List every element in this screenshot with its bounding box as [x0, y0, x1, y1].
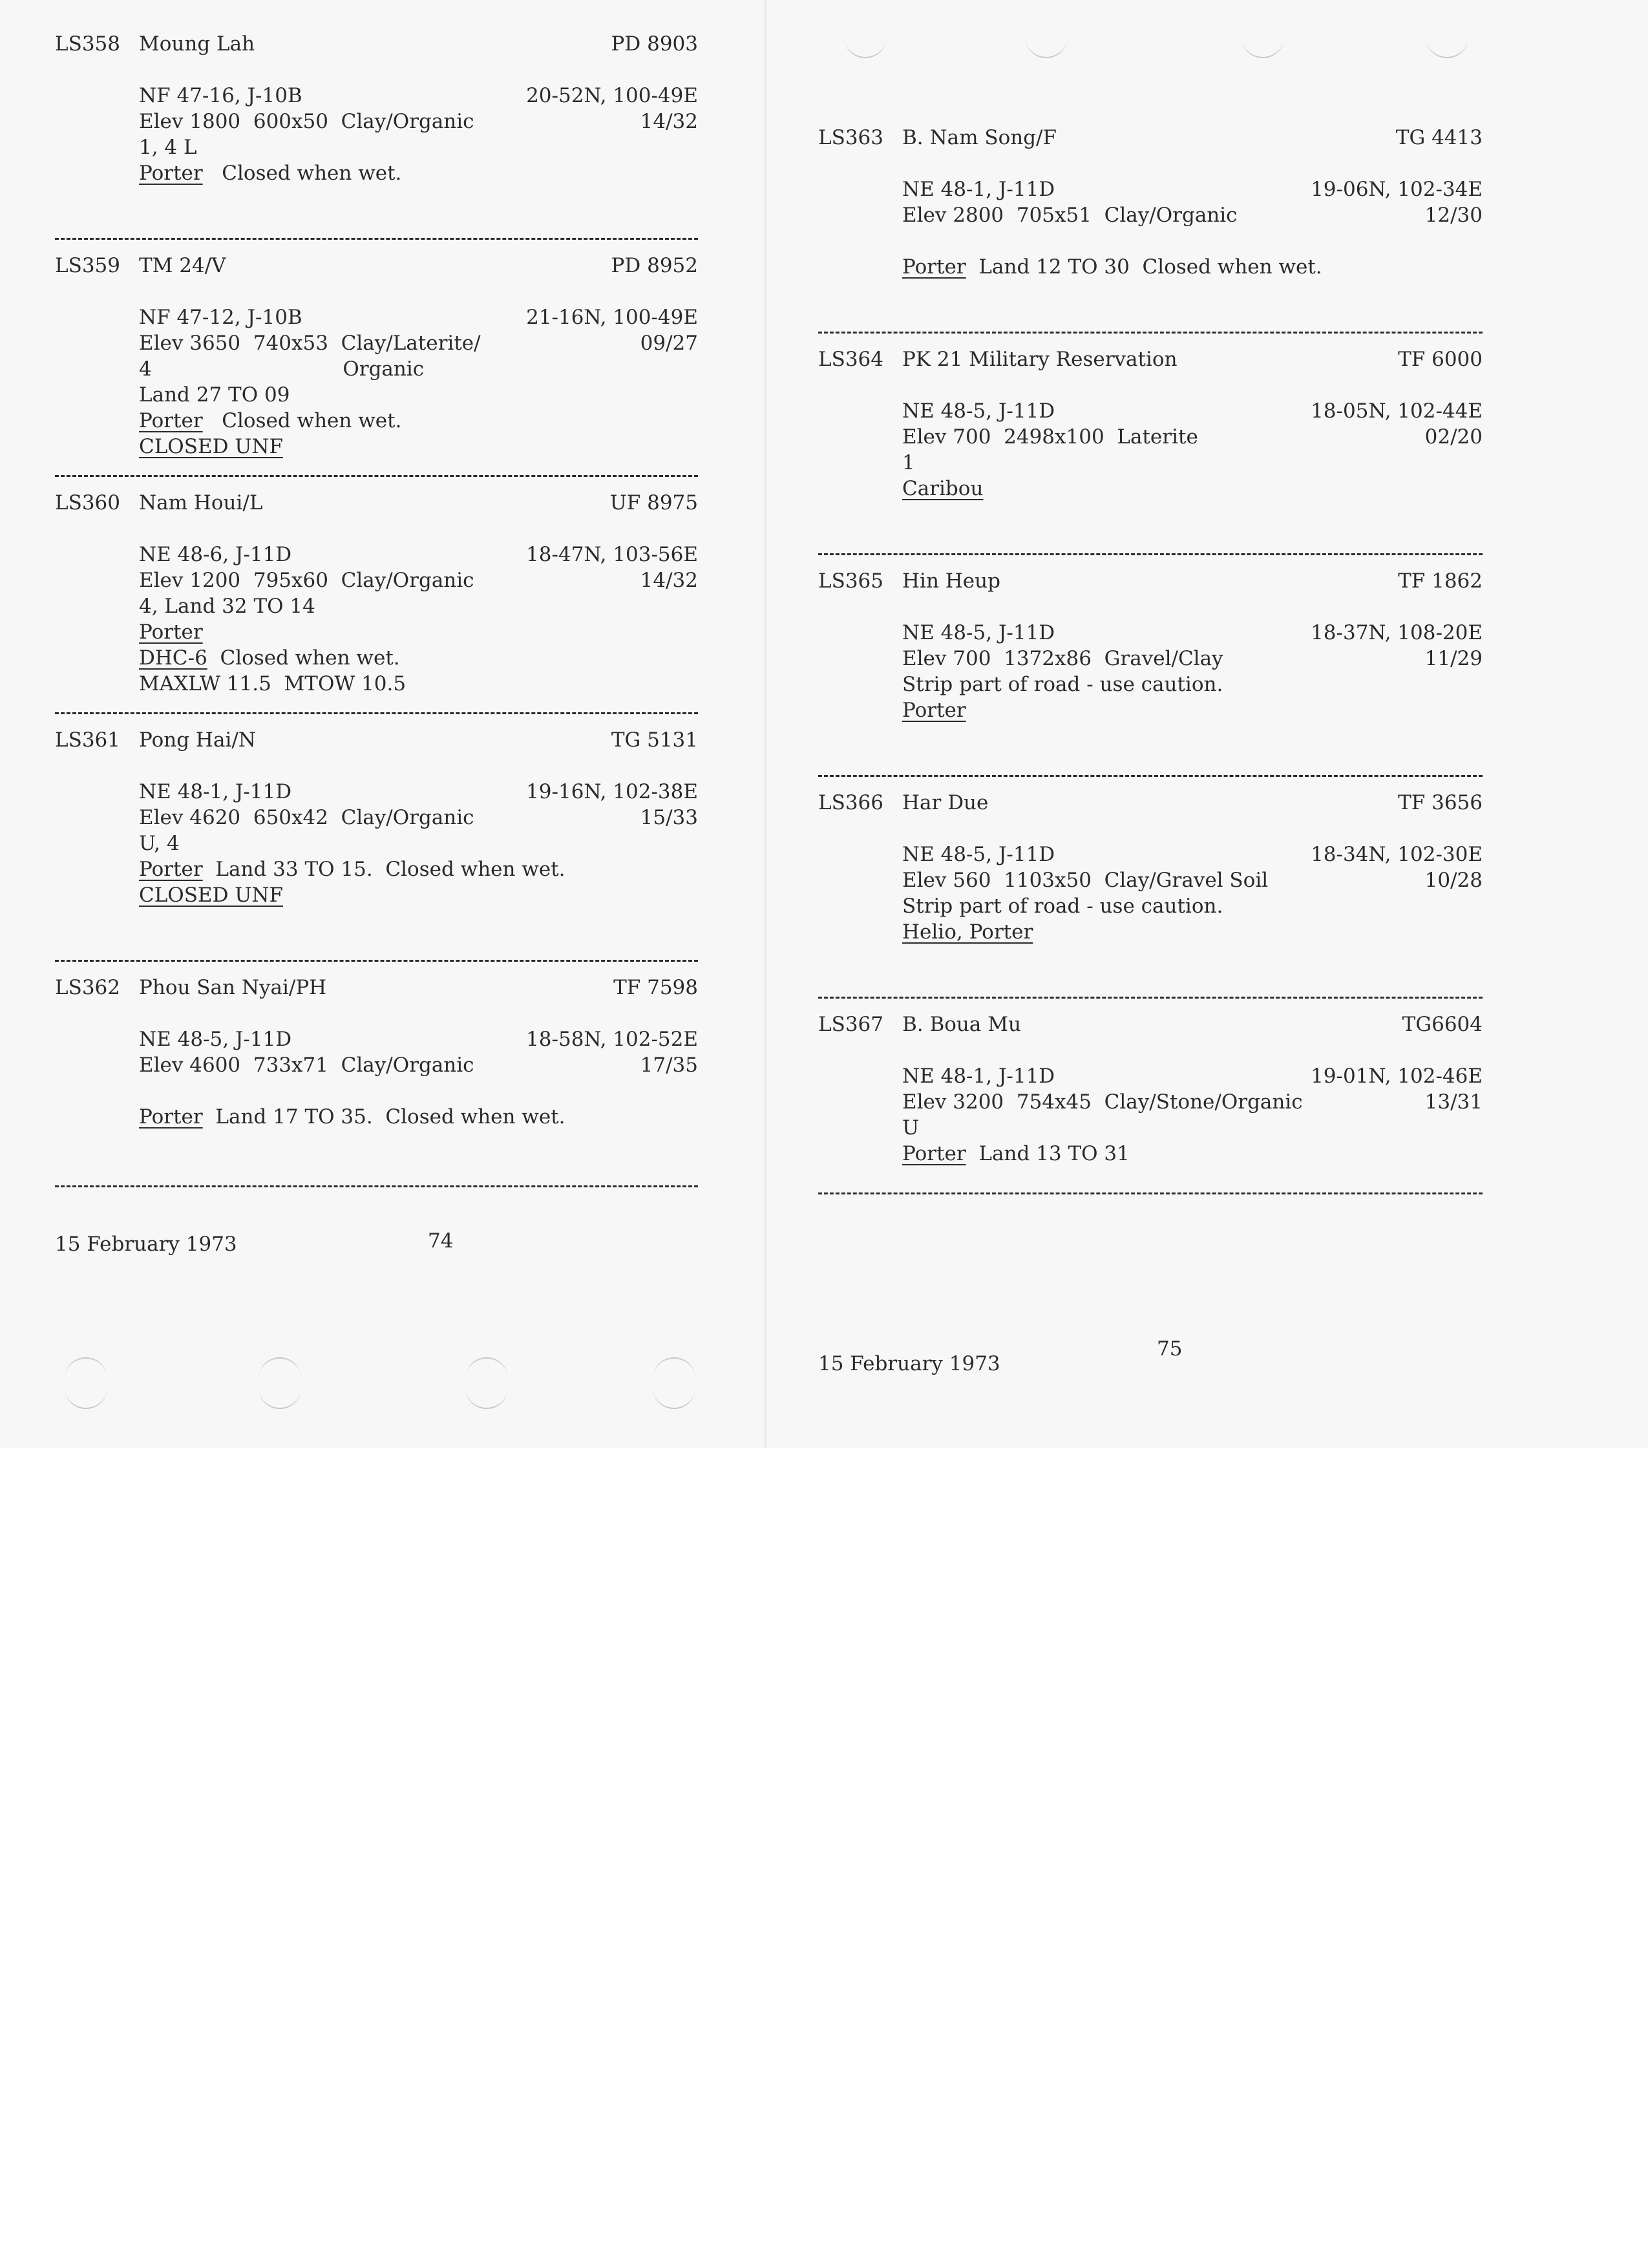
aircraft-type: Porter [902, 1142, 966, 1165]
right-entries [818, 125, 1483, 1194]
detail-line [902, 620, 1483, 646]
detail-line [139, 619, 698, 645]
detail-value: 18-05N, 102-44E [1311, 399, 1483, 423]
detail-line [139, 434, 698, 460]
detail-line [139, 134, 698, 160]
entry-details [818, 620, 1483, 723]
detail-value: 14/32 [640, 569, 698, 592]
aircraft-type: CLOSED UNF [139, 435, 284, 458]
entry-details [55, 1026, 698, 1130]
punch-hole [465, 1357, 508, 1383]
airstrip-entry [818, 568, 1483, 723]
grid-reference: TF 6000 [1398, 348, 1483, 371]
detail-text: Elev 2800 705x51 Clay/Organic [902, 204, 1238, 227]
strip-id: LS367 [818, 1013, 883, 1036]
detail-value: 20-52N, 100-49E [526, 84, 698, 107]
entry-header [818, 125, 1483, 151]
detail-line [902, 1089, 1483, 1115]
detail-note: Closed when wet. [207, 646, 400, 670]
strip-name: Har Due [902, 791, 989, 814]
detail-line [139, 356, 698, 382]
aircraft-type: Porter [139, 1105, 203, 1129]
aircraft-type: Porter [139, 858, 203, 881]
detail-value: 11/29 [1424, 647, 1483, 670]
detail-note: Closed when wet. [202, 409, 402, 432]
detail-text: Elev 700 1372x86 Gravel/Clay [902, 647, 1223, 670]
entry-details [55, 83, 698, 186]
strip-name: Moung Lah [139, 32, 255, 56]
aircraft-type: Caribou [902, 477, 984, 500]
spacer [818, 151, 1483, 176]
strip-name: Nam Houi/L [139, 491, 263, 514]
spacer [818, 816, 1483, 842]
aircraft-type: Helio, Porter [902, 920, 1033, 944]
right-footer-date: 15 February 1973 [818, 1352, 1000, 1375]
detail-value: 19-06N, 102-34E [1311, 178, 1483, 201]
airstrip-entry [55, 490, 698, 697]
airstrip-entry [55, 975, 698, 1130]
detail-text: Land 27 TO 09 [139, 383, 290, 407]
detail-line [902, 1115, 1483, 1141]
separator-line [55, 960, 698, 962]
detail-line [139, 330, 698, 356]
detail-text: 1 [902, 451, 915, 474]
entry-details [818, 176, 1483, 280]
detail-line [902, 398, 1483, 424]
separator-line [55, 712, 698, 714]
detail-text: Elev 1200 795x60 Clay/Organic [139, 569, 474, 592]
detail-text: MAXLW 11.5 MTOW 10.5 [139, 672, 407, 695]
detail-line [139, 542, 698, 567]
separator-line [818, 553, 1483, 555]
detail-text: NE 48-6, J-11D [139, 543, 292, 566]
aircraft-type: Porter [902, 255, 966, 279]
strip-id: LS360 [55, 491, 120, 514]
detail-line [139, 593, 698, 619]
entry-details [55, 304, 698, 460]
spacer [55, 1001, 698, 1026]
right-footer-page-number: 75 [1157, 1337, 1183, 1361]
spacer [818, 372, 1483, 398]
detail-note: Land 13 TO 31 [966, 1142, 1130, 1165]
detail-line [139, 645, 698, 671]
detail-text: Elev 3200 754x45 Clay/Stone/Organic [902, 1090, 1303, 1114]
strip-name: B. Nam Song/F [902, 126, 1057, 149]
detail-value: 18-37N, 108-20E [1311, 621, 1483, 644]
spacer [55, 516, 698, 542]
detail-line [902, 1063, 1483, 1089]
punch-hole [653, 1383, 695, 1409]
separator-line [55, 475, 698, 477]
airstrip-entry [55, 253, 698, 460]
entry-header [818, 790, 1483, 816]
grid-reference: TF 7598 [613, 976, 698, 999]
grid-reference: PD 8952 [611, 254, 698, 277]
detail-value: 17/35 [640, 1054, 698, 1077]
entry-header [55, 975, 698, 1001]
grid-reference: PD 8903 [611, 32, 698, 56]
detail-text: U, 4 [139, 832, 180, 855]
detail-text: NE 48-5, J-11D [902, 621, 1055, 644]
airstrip-entry [818, 346, 1483, 502]
detail-text: NE 48-1, J-11D [139, 780, 292, 803]
separator-line [55, 238, 698, 240]
detail-text: Strip part of road - use caution. [902, 895, 1223, 918]
detail-line [902, 867, 1483, 893]
detail-line [902, 1141, 1483, 1167]
aircraft-type: DHC-6 [139, 646, 207, 670]
detail-line [139, 83, 698, 109]
strip-id: LS363 [818, 126, 883, 149]
detail-text: NE 48-1, J-11D [902, 178, 1055, 201]
detail-line [902, 646, 1483, 672]
punch-hole [1241, 32, 1284, 58]
entry-details [818, 842, 1483, 945]
detail-text: NE 48-5, J-11D [139, 1028, 292, 1051]
detail-line [139, 1078, 698, 1104]
detail-line [139, 1026, 698, 1052]
strip-id: LS359 [55, 254, 120, 277]
strip-id: LS358 [55, 32, 120, 56]
detail-text: 4 Organic [139, 357, 425, 381]
detail-text: 1, 4 L [139, 136, 197, 159]
airstrip-entry [55, 31, 698, 186]
detail-line [902, 450, 1483, 476]
detail-note: Closed when wet. [202, 162, 402, 185]
detail-note: Land 12 TO 30 Closed when wet. [966, 255, 1322, 279]
entry-header [55, 31, 698, 57]
grid-reference: TG 4413 [1395, 126, 1483, 149]
detail-text: 4, Land 32 TO 14 [139, 595, 315, 618]
punch-hole [259, 1383, 301, 1409]
grid-reference: UF 8975 [609, 491, 698, 514]
punch-hole [259, 1357, 301, 1383]
separator-line [818, 775, 1483, 777]
detail-line [902, 893, 1483, 919]
left-entries [55, 31, 698, 1187]
punch-hole [65, 1383, 107, 1409]
detail-text: NF 47-16, J-10B [139, 84, 302, 107]
punch-hole [1426, 32, 1468, 58]
separator-line [55, 1185, 698, 1187]
aircraft-type: CLOSED UNF [139, 884, 284, 907]
detail-text: Elev 700 2498x100 Laterite [902, 425, 1198, 449]
detail-text: NE 48-1, J-11D [902, 1065, 1055, 1088]
separator-line [818, 997, 1483, 999]
detail-text: Elev 560 1103x50 Clay/Gravel Soil [902, 869, 1269, 892]
detail-line [902, 254, 1483, 280]
spacer [818, 594, 1483, 620]
detail-value: 09/27 [640, 332, 698, 355]
detail-value: 02/20 [1424, 425, 1483, 449]
detail-line [139, 856, 698, 882]
strip-name: Pong Hai/N [139, 728, 256, 752]
strip-name: Hin Heup [902, 569, 1000, 593]
entry-details [55, 542, 698, 697]
entry-details [55, 779, 698, 908]
left-footer-page-number: 74 [428, 1229, 454, 1253]
aircraft-type: Porter [139, 162, 203, 185]
detail-value: 21-16N, 100-49E [526, 306, 698, 329]
entry-details [818, 398, 1483, 502]
detail-line [902, 476, 1483, 502]
detail-line [139, 1104, 698, 1130]
spacer [55, 753, 698, 779]
punch-hole [65, 1357, 107, 1383]
detail-line [139, 671, 698, 697]
strip-name: Phou San Nyai/PH [139, 976, 327, 999]
detail-value: 18-58N, 102-52E [526, 1028, 698, 1051]
detail-text: Elev 3650 740x53 Clay/Laterite/ [139, 332, 481, 355]
detail-value: 12/30 [1424, 204, 1483, 227]
detail-note: Land 33 TO 15. Closed when wet. [202, 858, 565, 881]
detail-text: U [902, 1116, 920, 1139]
strip-id: LS365 [818, 569, 883, 593]
detail-value: 13/31 [1424, 1090, 1483, 1114]
detail-line [139, 160, 698, 186]
grid-reference: TF 1862 [1398, 569, 1483, 593]
airstrip-entry [55, 727, 698, 908]
entry-header [55, 727, 698, 753]
detail-note: Land 17 TO 35. Closed when wet. [202, 1105, 565, 1129]
detail-value: 14/32 [640, 110, 698, 133]
detail-line [902, 842, 1483, 867]
spacer [818, 1037, 1483, 1063]
airstrip-entry [818, 125, 1483, 280]
punch-hole [653, 1357, 695, 1383]
strip-id: LS366 [818, 791, 883, 814]
detail-line [139, 831, 698, 856]
strip-name: B. Boua Mu [902, 1013, 1021, 1036]
airstrip-entry [818, 1012, 1483, 1167]
detail-line [139, 408, 698, 434]
entry-header [55, 490, 698, 516]
detail-line [902, 176, 1483, 202]
strip-id: LS361 [55, 728, 120, 752]
detail-text: NF 47-12, J-10B [139, 306, 302, 329]
detail-line [139, 567, 698, 593]
detail-line [139, 109, 698, 134]
left-footer-date: 15 February 1973 [55, 1233, 237, 1256]
aircraft-type: Porter [139, 409, 203, 432]
detail-line [139, 805, 698, 831]
entry-header [55, 253, 698, 279]
punch-hole [1025, 32, 1068, 58]
detail-value: 15/33 [640, 806, 698, 829]
grid-reference: TF 3656 [1398, 791, 1483, 814]
detail-value: 18-34N, 102-30E [1311, 843, 1483, 866]
strip-id: LS364 [818, 348, 883, 371]
spacer [55, 57, 698, 83]
detail-line [902, 672, 1483, 697]
separator-line [818, 332, 1483, 334]
entry-header [818, 1012, 1483, 1037]
detail-text: NE 48-5, J-11D [902, 843, 1055, 866]
detail-value: 19-01N, 102-46E [1311, 1065, 1483, 1088]
detail-line [902, 919, 1483, 945]
grid-reference: TG 5131 [611, 728, 698, 752]
strip-id: LS362 [55, 976, 120, 999]
punch-hole [844, 32, 887, 58]
detail-line [902, 202, 1483, 228]
separator-line [818, 1192, 1483, 1194]
spacer [55, 279, 698, 304]
detail-text: NE 48-5, J-11D [902, 399, 1055, 423]
strip-name: PK 21 Military Reservation [902, 348, 1178, 371]
entry-header [818, 568, 1483, 594]
detail-line [139, 382, 698, 408]
detail-text: Elev 4600 733x71 Clay/Organic [139, 1054, 474, 1077]
punch-hole [465, 1383, 508, 1409]
right-page [766, 0, 1648, 1448]
detail-text: Strip part of road - use caution. [902, 673, 1223, 696]
detail-value: 10/28 [1424, 869, 1483, 892]
detail-line [139, 882, 698, 908]
airstrip-entry [818, 790, 1483, 945]
detail-line [139, 304, 698, 330]
detail-value: 19-16N, 102-38E [526, 780, 698, 803]
detail-text: Elev 1800 600x50 Clay/Organic [139, 110, 474, 133]
detail-line [139, 1052, 698, 1078]
grid-reference: TG6604 [1402, 1013, 1483, 1036]
detail-value: 18-47N, 103-56E [526, 543, 698, 566]
detail-line [902, 228, 1483, 254]
strip-name: TM 24/V [139, 254, 226, 277]
detail-line [902, 424, 1483, 450]
detail-line [139, 779, 698, 805]
detail-line [902, 697, 1483, 723]
left-page [0, 0, 765, 1448]
aircraft-type: Porter [902, 699, 966, 722]
detail-text: Elev 4620 650x42 Clay/Organic [139, 806, 474, 829]
entry-details [818, 1063, 1483, 1167]
entry-header [818, 346, 1483, 372]
aircraft-type: Porter [139, 620, 203, 644]
